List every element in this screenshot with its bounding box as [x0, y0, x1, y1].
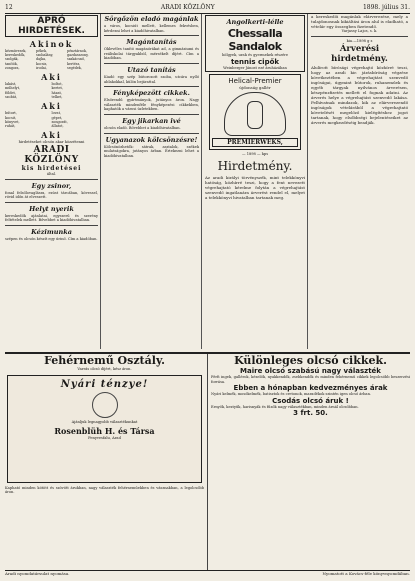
hirdetmeny-title: Hirdetmény.: [217, 158, 293, 173]
page-header: [5, 4, 410, 14]
aki-heading-1: Aki: [41, 72, 62, 83]
flower-illustration: [92, 392, 118, 418]
feherne-title: Fehérnemű Osztály.: [44, 354, 165, 367]
signer: Varjassy Lajos, s. k.: [341, 29, 378, 33]
kis-hirdetesei: kis hirdetései: [21, 164, 82, 172]
aki-heading-2: Aki: [41, 101, 62, 112]
akinok-heading: Akinok: [29, 39, 74, 49]
column-1: APRÓ HIRDETÉSEK. Akinok kézmüvesek, pékek, pénztárnok, kereskedők, szobalány, gazdasszony, szolgák, dajka, szakácsnő, tanítók, kocsis, kertész, zongora, irodai, segédek, Aki lakást, boltot, műhelyt, kertet, földet, házat, szobát, telket, Aki bútort, lovat, kocsit, gépet, könyvet, zongorát, ruhát, állatot, Aki hirdetéseket olcsón akar közzétenni ARADI KÖZLÖNY kis hirdetései által. Egy zsinor, fonal felsőlovaglásra, ezüst tárcában, kövessel, rövid időn át elveszett. Helyt nyerik kereskedők ajánlatai, egyszerű és szerény feltételek mellett. Bővebbet a kiadóhivatalban. Kézimunka szépen és olcsón készít egy úrinő. Cím a kiadóban.: [5, 14, 101, 349]
chessalla-ad: Angolkerti-lélle Chessalla Sandalok hölgyek, urak és gyermekek részére tennis cipők Weinberger Jánost ezé áruházában: [205, 15, 305, 72]
magantanitas-heading: Magántanítás: [126, 38, 177, 47]
aki-heading-3: Aki: [41, 130, 62, 141]
paper-title: ARADI KÖZLÖNY: [160, 4, 215, 11]
ugyanazok-heading: Ugyanazok kölcsönzésre!: [105, 135, 198, 144]
arveres-title: Árverési hirdetmény.: [331, 44, 388, 65]
sorgozon-heading: Sörgőzön eladó magánlak: [104, 15, 199, 23]
column-4: a kereskedői magánlak elárverezése, mely a tulajdonosnak kikiáltási áron alul is eladható, a vételár egy összegben fizetendő. Varjassy Lajos, s. k. kia.—1898 g z Árverési hirdetmény. Alulírott bírósági végrehajtó közhírré teszi, hogy az aradi kir. járásbíróság végzése következtében a végrehajtást szenvedő ingóságai, úgymint bútorok, ruhaneműek és egyéb tárgyak nyilvános árverésen, készpénzfizetés mellett el fognak adatni. Az árverés helye a végrehajtást szenvedő lakása. Felhívatnak mindazok, kik az elárverezendő ingóságok vételárából a végrehajtató követelését megelőző kielégítéshez jogot tartanak, hogy elsőbbségi bejelentéseiket az árverés megkezdéséig beadják.: [311, 14, 408, 126]
collar-illustration: [224, 92, 286, 136]
listing-grid: kézmüvesek, pékek, pénztárnok, kereskedők, szobalány, gazdasszony, szolgák, dajka, szakácsnő, tanítók, kocsis, kertész, zongora, irodai, segédek,: [5, 49, 89, 70]
utazo-heading: Utazó tanítás: [127, 65, 176, 74]
footer-right: Különleges olcsó cikkek. Maire olcsó szabású nagy választék Férfi ingek, gallérok, kézelők, nyakkendők, zsebkendők és minden fehérnemű cikkek legolcsóbb beszerzési forrása. Ebben a hónapban kedvezményes árak Nyári kelmék, mosókelmék, batisztok és cretonok, maradékok szintén igen olcsó árban. Csodás olcsó áruk ! Ernyők, keztyűk, harisnyák és fűzők nagy választékban, minden árnál olcsóbban. 3 frt. 50.: [211, 354, 410, 418]
rosenbluh-ad: Nyári ténzye! Ajánljuk legnagyobb választékunkat Rosenblüh H. és Társa Fenyvesfalu, Arad: [7, 375, 202, 483]
kulonleges-title: Különleges olcsó cikkek.: [234, 354, 387, 367]
footer-section: [5, 352, 410, 570]
jikarkan-heading: Egy jikarkan ivé: [122, 116, 181, 125]
fenyk-heading: Fényképezött cikkek.: [113, 89, 190, 98]
footer-left: Fehérnemű Osztály. Varrás olcsó díjért, kész áron. Nyári ténzye! Ajánljuk legnagyobb választékunkat Rosenblüh H. és Társa Fenyvesfalu, Arad Kapható minden kötött és szövött árukban, nagy választék fehérneműekben és vásznakban, a legolcsóbb áron.: [5, 354, 208, 570]
helical-ad: Helical-Premier újdonság gallér PREMIERWEKS,: [209, 74, 301, 150]
kezimunka: Kézimunka: [31, 227, 72, 236]
issue-date: 1898. július 31.: [362, 4, 410, 11]
kozlony-name: ARADI KÖZLÖNY: [24, 144, 79, 165]
column-2: Sörgőzön eladó magánlak a város, kocsiút mellett, kellemes fekvésben, kérdezni lehet a kiadóhivatalban. Magántanítás Oklevéles tanító magánórákat ad, a gimnáziumi és reáliskolai tárgyakból, mérsékelt díjért. Cím a kiadóban. Utazó tanítás Kiadó egy szép bútorozott szoba, utcára nyíló ablakokkal, külön bejárattal. Fényképezött cikkek. Elsőrendű gyártmányok, jutányos áron. Nagy választék mindenféle fényképezési cikkekben, kaphatók a városi üzletekben. Egy jikarkan ivé olcsón eladó. Bővebbet a kiadóhivatalban. Ugyanazok kölcsönzésre! Kölcsönözhetők: sátrak, asztalok, székek mulatságokra, jutányos árban. Értekezni lehet a kiadóhivatalban.: [104, 14, 202, 349]
bottom-line: Aradi nyomdatársulat nyomása. Nyomatott a Kovács-féle könyvnyomdában.: [5, 571, 410, 576]
helyt-nyerik: Helyt nyerik: [29, 204, 74, 213]
section-title: APRÓ HIRDETÉSEK.: [5, 15, 98, 37]
page-number: 12: [5, 4, 13, 11]
columns: [5, 14, 410, 349]
egy-zsinor: Egy zsinor,: [31, 181, 72, 190]
column-3: Angolkerti-lélle Chessalla Sandalok hölgyek, urak és gyermekek részére tennis cipők Weinberger Jánost ezé áruházában Helical-Premier újdonság gallér PREMIERWEKS, — 1898 — kps Hirdetmény. Az aradi királyi törvényszék, mint telekkönyvi hatóság, közhírré teszi, hogy a fent nevezett végrehajtató kérelme folytán a végrehajtást szenvedő ingatlanára árverést rendel el, melyet a telekkönyvi hivatalban tartanak meg.: [205, 14, 308, 349]
